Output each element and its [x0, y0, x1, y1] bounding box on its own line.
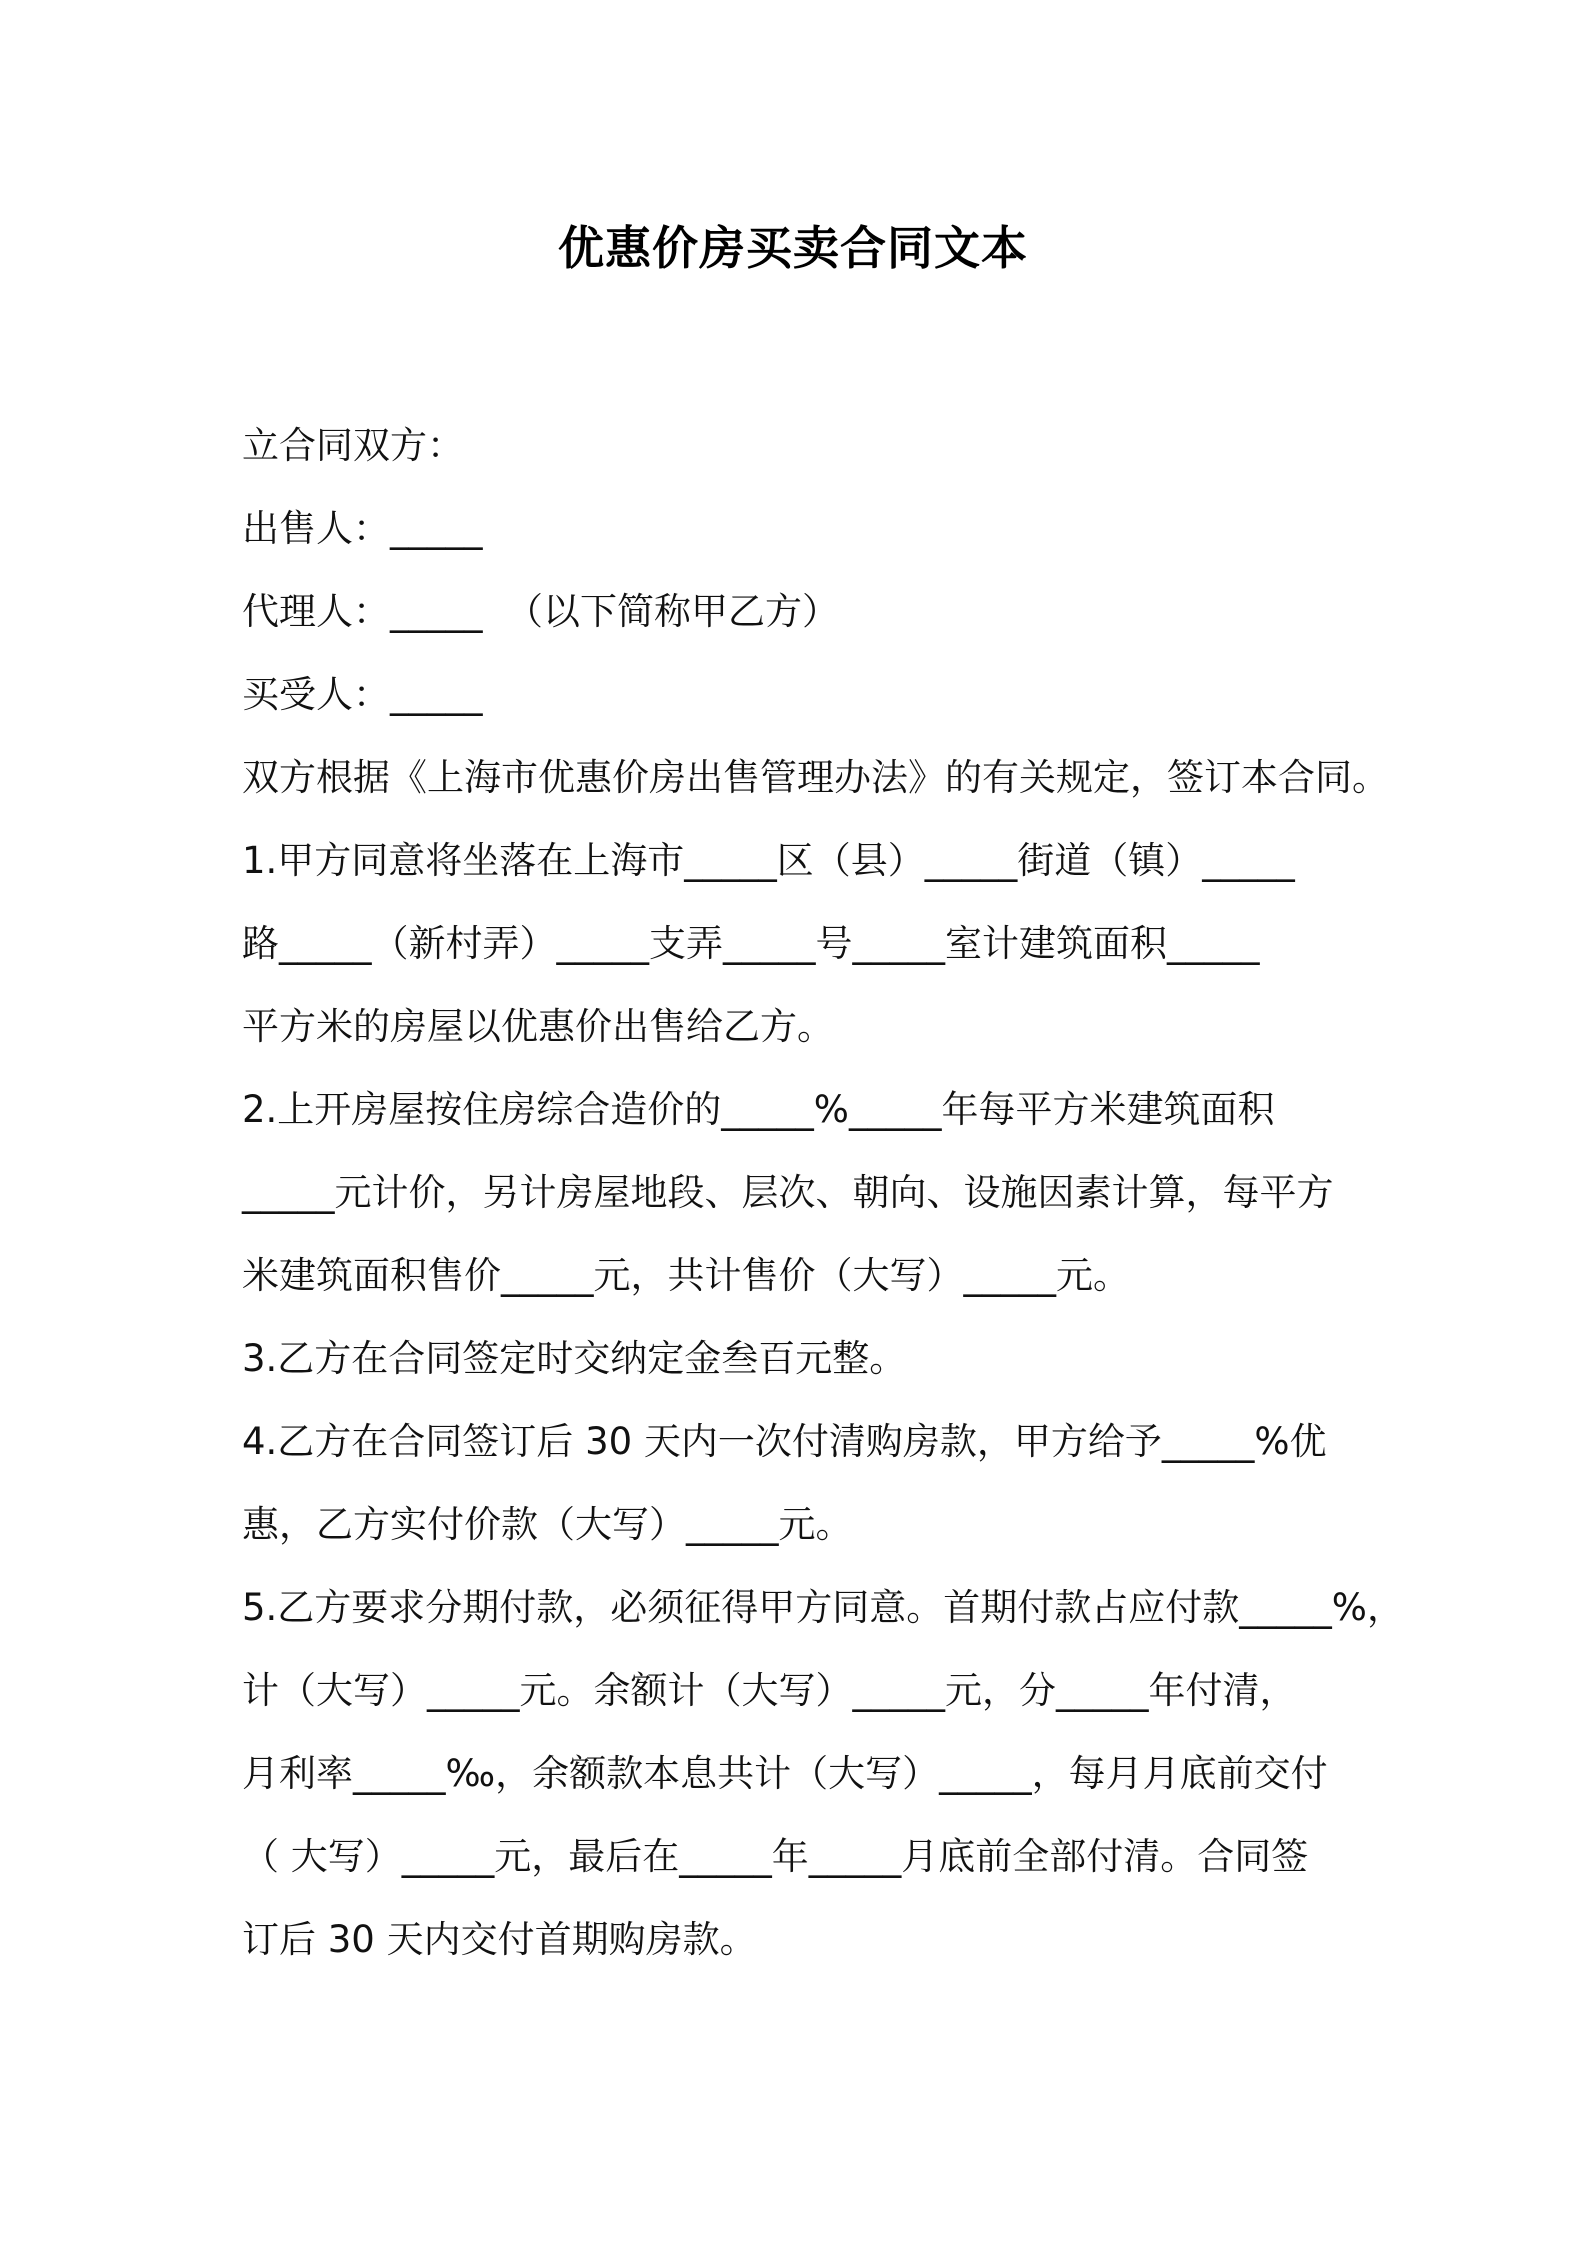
buyer-line: 买受人：_____	[242, 673, 483, 716]
clause-2-line-3: 米建筑面积售价_____元，共计售价（大写）_____元。	[242, 1254, 1130, 1297]
parties-heading: 立合同双方：	[242, 424, 464, 467]
clause-4-line-1: 4.乙方在合同签订后 30 天内一次付清购房款，甲方给予_____%优	[242, 1420, 1327, 1463]
agent-line: 代理人：_____ （以下简称甲乙方）	[242, 590, 840, 633]
clause-1-line-2: 路_____（新村弄）_____支弄_____号_____室计建筑面积_____	[242, 922, 1260, 965]
clause-5-line-4: （ 大写）_____元，最后在_____年_____月底前全部付清。合同签	[242, 1835, 1309, 1878]
preamble-line: 双方根据《上海市优惠价房出售管理办法》的有关规定，签订本合同。	[242, 756, 1389, 799]
clause-2-line-2: _____元计价，另计房屋地段、层次、朝向、设施因素计算，每平方	[242, 1171, 1334, 1214]
clause-5-line-5: 订后 30 天内交付首期购房款。	[242, 1918, 757, 1961]
clause-5-line-3: 月利率_____‰，余额款本息共计（大写）_____，每月月底前交付	[242, 1752, 1328, 1795]
clause-5-line-1: 5.乙方要求分期付款，必须征得甲方同意。首期付款占应付款_____%，	[242, 1586, 1404, 1629]
document-title: 优惠价房买卖合同文本	[558, 221, 1028, 275]
clause-5-line-2: 计（大写）_____元。余额计（大写）_____元，分_____年付清，	[242, 1669, 1297, 1712]
clause-1-line-1: 1.甲方同意将坐落在上海市_____区（县）_____街道（镇）_____	[242, 839, 1295, 882]
clause-1-line-3: 平方米的房屋以优惠价出售给乙方。	[242, 1005, 834, 1048]
clause-3-line-1: 3.乙方在合同签定时交纳定金叁百元整。	[242, 1337, 907, 1380]
seller-line: 出售人：_____	[242, 507, 483, 550]
clause-4-line-2: 惠，乙方实付价款（大写）_____元。	[242, 1503, 853, 1546]
document-body	[242, 404, 1404, 1981]
clause-2-line-1: 2.上开房屋按住房综合造价的_____%_____年每平方米建筑面积	[242, 1088, 1275, 1131]
